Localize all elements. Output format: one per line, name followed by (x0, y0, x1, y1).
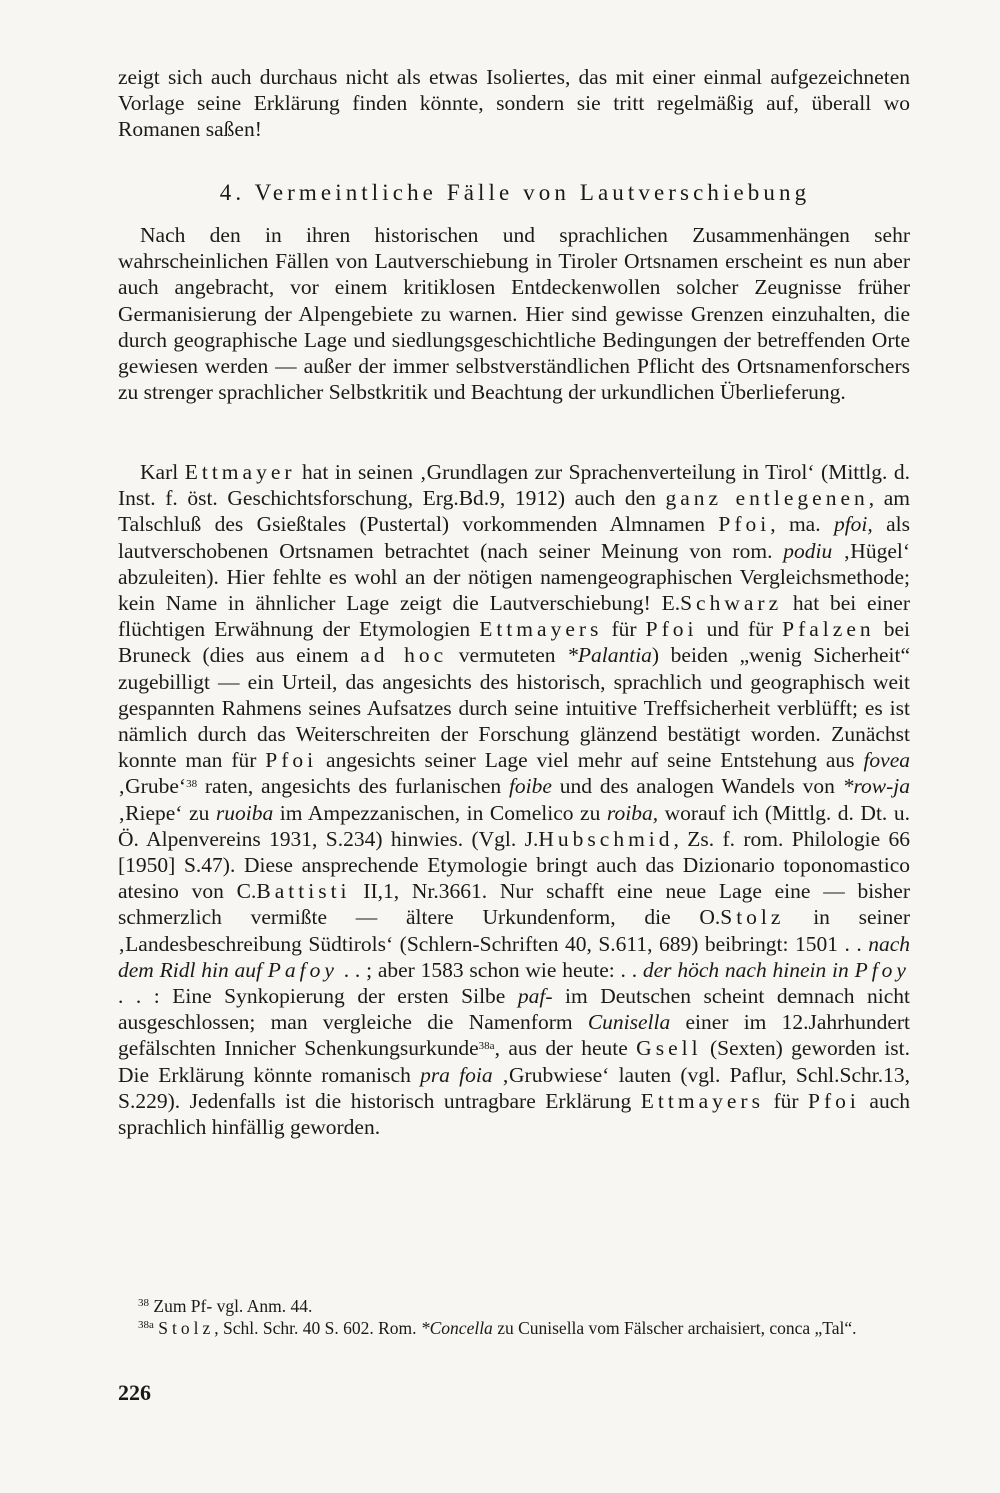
footnote-number: 38 (138, 1297, 149, 1309)
italic-term: roiba, (606, 800, 659, 825)
footnote-ref: 38a (478, 1040, 495, 1053)
text-run: auch sprachlich hinfällig geworden. (118, 1088, 910, 1140)
spaced-name: Ettmayers (640, 1088, 764, 1113)
text-run: im Ampezzanischen, in Comelico zu (273, 800, 607, 825)
text-run: bei Bruneck (dies aus einem (118, 617, 910, 668)
text-run: ) beiden „wenig Sicherheit“ zugebilligt — ein Urteil, das angesichts des historisch, sprachlich und geographisch weit gespannten Rahmens seines Aufsatzes durch seine intuitive Treffsicherheit verblüfft; es ist nämlich durch das Weiterschreiten der Forschung glänzend bestätigt worden. Zunächst konnte man für (118, 643, 910, 773)
text-run: (Sexten) geworden ist. Die Erklärung könnte romanisch (118, 1036, 911, 1087)
footnote-text: Zum Pf- vgl. Anm. 44. (149, 1296, 313, 1316)
text-run: für (763, 1088, 809, 1113)
spaced-name: Gsell (636, 1036, 702, 1061)
footnote-ref: 38 (186, 778, 198, 791)
paragraph-1-text: Nach den in ihren historischen und sprachlichen Zusammenhängen sehr wahrscheinlichen Fällen von Lautverschiebung in Tiroler Ortsnamen erscheint es nun aber auch angebracht, vor einem kritiklosen Entdeckenwollen solcher Zeugnisse früher Germanisierung der Alpengebiete zu warnen. Hier sind gewisse Grenzen einzuhalten, die durch geographische Lage und siedlungsgeschichtliche Bedingungen der betreffenden Orte gewiesen werden — außer der immer selbstverständlichen Pflicht des Ortsnamenforschers zu strenger sprachlicher Selbstkritik und Beachtung der urkundlichen Überlieferung. (118, 223, 910, 405)
text-run: . . ; aber 1583 schon wie heute: . . (337, 957, 643, 982)
text-run: und des analogen Wandels von (551, 774, 843, 799)
italic-quote: nach dem Ridl hin auf (118, 931, 910, 982)
text-run: in seiner ‚Landesbeschreibung Südtirols‘ (Schlern-Schriften 40, S.611, 689) beibringt: 1501 . . (118, 905, 910, 956)
spaced-italic-name: Pafoy (267, 957, 338, 982)
intro-paragraph: zeigt sich auch durchaus nicht als etwas Isoliertes, das mit einer einmal aufgezeichneten Vorlage seine Erklärung finden könnte, sondern sie tritt regelmäßig auf, überall wo Romanen saßen! (118, 65, 910, 142)
text-run: einer im 12.Jahrhundert gefälschten Innicher Schenkungsurkunde (118, 1010, 910, 1061)
text-run: hat bei einer flüchtigen Erwähnung der Etymologien (118, 591, 910, 642)
text-run: , ma. (770, 512, 834, 537)
text-run: , aus der heute (494, 1036, 637, 1061)
spaced-phrase: ad hoc (360, 643, 448, 668)
spaced-phrase: ganz entlegenen (665, 486, 869, 511)
text-run: . . : Eine Synkopierung der ersten Silbe (118, 984, 518, 1009)
text-run: II,1, Nr.3661. Nur schafft eine neue Lage eine — bisher schmerzlich vermißte — ältere Urkundenform, die O. (118, 879, 911, 930)
text-run: vermuteten (447, 643, 568, 668)
text-run: und für (697, 617, 783, 642)
text-run: ‚Riepe‘ zu (118, 800, 216, 825)
text-run: raten, angesichts des furlanischen (197, 774, 509, 799)
footnote-38a (118, 1318, 910, 1340)
italic-term: podiu (783, 538, 833, 563)
footnote-marker (118, 1318, 154, 1338)
spaced-name: Stolz (158, 1318, 215, 1338)
footnote-text: , Schl. Schr. 40 S. 602. Rom. (214, 1318, 421, 1338)
text-run: worauf ich (Mittlg. d. Dt. u. Ö. Alpenvereins 1931, S.234) hinwies. (Vgl. J. (118, 800, 910, 851)
text-run: angesichts seiner Lage viel mehr auf seine Entstehung aus (317, 748, 864, 773)
spaced-name: Pfoi (265, 748, 318, 773)
spaced-name: Pfoi (718, 512, 771, 537)
text-run: für (602, 617, 646, 642)
italic-term: foibe (508, 774, 552, 799)
text-run: als lautverschobenen Ortsnamen betrachtet (nach seiner Meinung von rom. (118, 512, 910, 563)
spaced-name: Battisti (256, 879, 351, 904)
footnote-marker (118, 1296, 149, 1316)
spaced-italic-name: Pfoy (854, 957, 910, 982)
spaced-name: Pfoi (645, 617, 698, 642)
spaced-name: Schwarz (680, 591, 783, 616)
spaced-name: Pfalzen (782, 617, 875, 642)
text-run: , Zs. f. rom. Philologie 66 [1950] S.47). Diese ansprechende Etymologie bringt auch das Dizionario toponomastico atesino von C. (118, 826, 911, 904)
spaced-name: Ettmayers (479, 617, 603, 642)
paragraph-2 (118, 459, 910, 1140)
footnote-text: zu Cunisella vom Fälscher archaisiert, conca „Tal“. (492, 1318, 857, 1338)
spaced-name: Hubschmid (538, 826, 674, 851)
spaced-name: Stolz (720, 905, 785, 930)
paragraph-1 (118, 222, 910, 405)
text-run: ‚Grubwiese‘ lauten (vgl. Paflur, Schl.Schr.13, S.229). Jedenfalls ist die historisch untragbare Erklärung (118, 1062, 910, 1113)
italic-term: fovea (863, 748, 910, 773)
text-run: , am Talschluß des Gsießtales (Pustertal) vorkommenden Almnamen (118, 486, 910, 537)
text-run: hat in seinen ‚Grundlagen zur Sprachenverteilung in Tirol‘ (Mittlg. d. Inst. f. öst. Geschichtsforschung, Erg.Bd.9, 1912) auch den (118, 460, 910, 511)
paragraph-2-text (118, 459, 910, 1140)
text-run: Karl (140, 460, 185, 484)
italic-term: ruoiba (215, 800, 274, 825)
italic-term: Cunisella (587, 1010, 671, 1035)
text-run: im Deutschen scheint demnach nicht ausgeschlossen; man vergleiche die Namenform (118, 984, 910, 1035)
spaced-name: Pfoi (808, 1088, 860, 1113)
italic-term: *row-ja (842, 774, 910, 799)
footnote-38 (118, 1296, 910, 1318)
italic-term: pfoi, (833, 512, 873, 537)
spaced-name: Ettmayer (184, 460, 296, 484)
italic-term: pra foia (420, 1062, 493, 1087)
text-run: ‚Hügel‘ abzuleiten). Hier fehlte es wohl an der nötigen namengeographischen Vergleichsmethode; kein Name in ähnlicher Lage zeigt die Lautverschiebung! E. (118, 538, 910, 616)
page-number: 226 (118, 1380, 151, 1405)
italic-quote: der höch nach hinein in (642, 957, 849, 982)
italic-term: paf- (517, 984, 553, 1009)
italic-term: *Concella (420, 1318, 493, 1338)
text-run: ‚Grube‘ (118, 774, 187, 799)
footnote-number: 38a (138, 1319, 154, 1331)
italic-term: *Palantia (567, 643, 652, 668)
section-heading: 4. Vermeintliche Fälle von Lautverschiebung (219, 180, 811, 205)
